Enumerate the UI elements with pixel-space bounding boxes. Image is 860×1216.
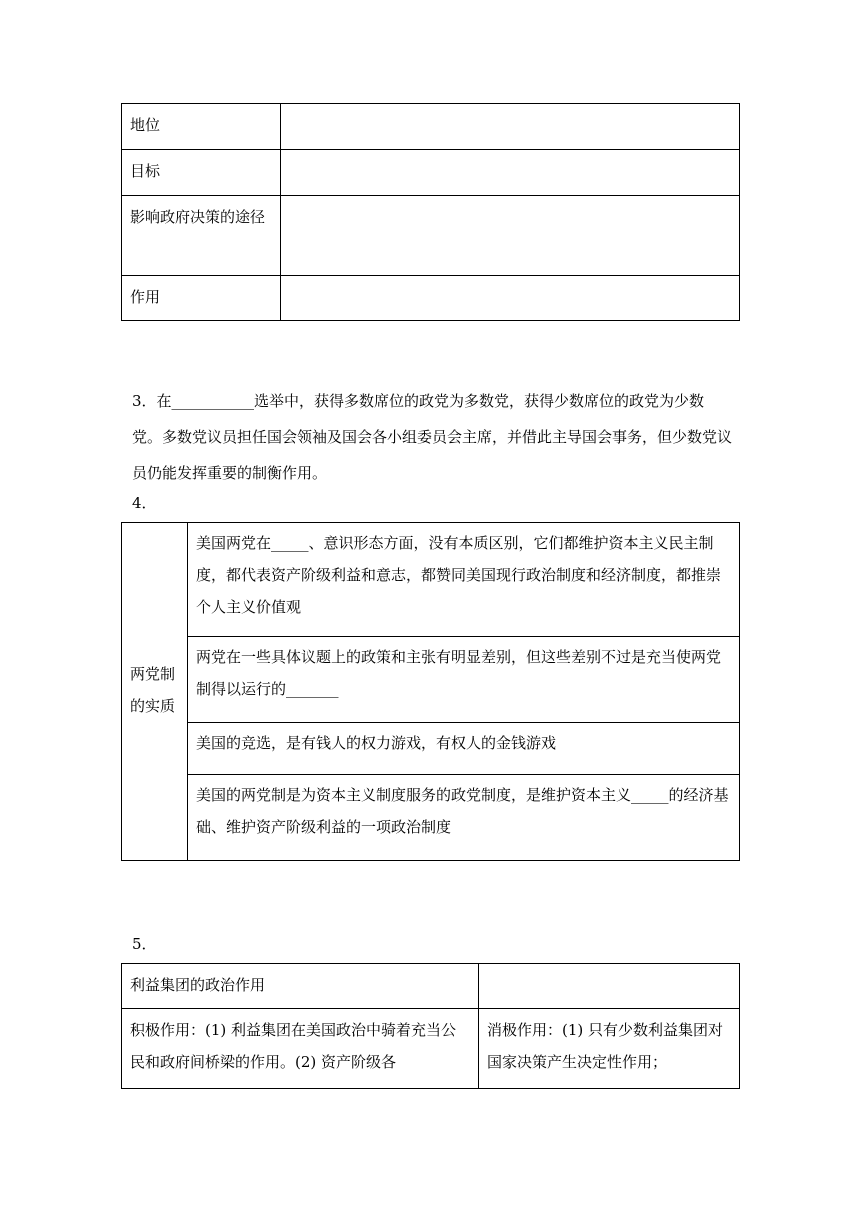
table-row xyxy=(122,196,740,276)
essence-item: 美国的竞选，是有钱人的权力游戏，有权人的金钱游戏 xyxy=(188,723,740,775)
row-value xyxy=(281,150,740,196)
row-label: 作用 xyxy=(122,276,281,321)
body-left: 积极作用：(1) 利益集团在美国政治中骑着充当公民和政府间桥梁的作用。(2) 资产阶级各 xyxy=(122,1009,479,1089)
row-value xyxy=(281,104,740,150)
row-label: 目标 xyxy=(122,150,281,196)
header-right xyxy=(479,964,740,1009)
question-3-text: 3．在___________选举中，获得多数席位的政党为多数党，获得少数席位的政党为少数党。多数党议员担任国会领袖及国会各小组委员会主席，并借此主导国会事务，但少数党议员仍能发挥重要的制衡作用。 xyxy=(132,392,733,482)
two-party-essence-table xyxy=(121,522,740,861)
table-row xyxy=(122,276,740,321)
interest-group-table xyxy=(121,963,740,1089)
table-row xyxy=(122,1009,740,1089)
header-left: 利益集团的政治作用 xyxy=(122,964,479,1009)
question-5-number: 5． xyxy=(132,935,157,953)
essence-item: 美国两党在_____、意识形态方面，没有本质区别，它们都维护资本主义民主制度，都代表资产阶级利益和意志，都赞同美国现行政治制度和经济制度，都推崇个人主义价值观 xyxy=(188,523,740,637)
party-info-table xyxy=(121,103,740,321)
table-row xyxy=(122,523,740,637)
question-4-number: 4． xyxy=(132,494,157,512)
row-value xyxy=(281,276,740,321)
essence-item: 美国的两党制是为资本主义制度服务的政党制度，是维护资本主义_____的经济基础、维护资产阶级利益的一项政治制度 xyxy=(188,775,740,861)
row-label: 地位 xyxy=(122,104,281,150)
body-right: 消极作用：(1) 只有少数利益集团对国家决策产生决定性作用； xyxy=(479,1009,740,1089)
row-label: 影响政府决策的途径 xyxy=(122,196,281,276)
table-row xyxy=(122,723,740,775)
table-row xyxy=(122,637,740,723)
table-row xyxy=(122,775,740,861)
row-value xyxy=(281,196,740,276)
table-row xyxy=(122,150,740,196)
table-row xyxy=(122,104,740,150)
side-label: 两党制的实质 xyxy=(122,523,188,861)
essence-item: 两党在一些具体议题上的政策和主张有明显差别，但这些差别不过是充当使两党制得以运行的_______ xyxy=(188,637,740,723)
table-row xyxy=(122,964,740,1009)
